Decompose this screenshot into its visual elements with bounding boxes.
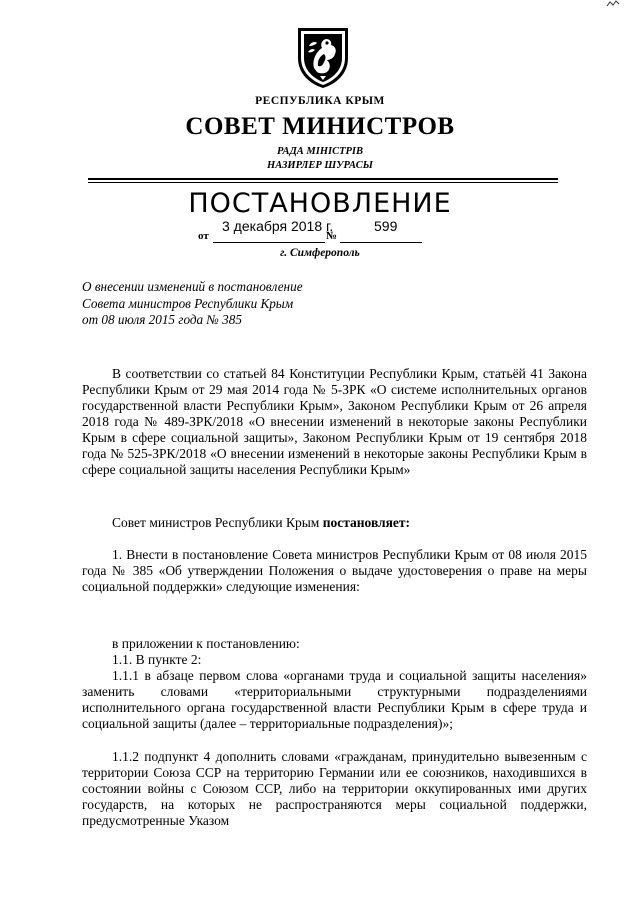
item-1-paragraph: 1. Внести в постановление Совета министров Республики Крым от 08 июля 2015 года № 385 «Об утверждении Положения о выдаче удостоверения о праве на меры социальной поддержки» следующие изменения: xyxy=(82,547,587,594)
council-of-ministers-heading: СОВЕТ МИНИСТРОВ xyxy=(185,113,455,140)
city-name: г. Симферополь xyxy=(280,247,360,259)
preamble-paragraph: В соответствии со статьей 84 Конституции Республики Крым, статьёй 41 Закона Республики Крым от 29 мая 2014 года № 5-ЗРК «О системе исполнительных органов государственной власти Республики Крым», Законом Республики Крым от 26 апреля 2018 года № 489-ЗРК/2018 «О внесении изменений в некоторые законы Республики Крым в сфере социальной защиты», Законом Республики Крым от 19 сентября 2018 года № 525-ЗРК/2018 «О внесении изменений в некоторые законы Республики Крым в сфере социальной защиты населения Республики Крым» xyxy=(82,366,587,477)
subject-line: от 08 июля 2015 года № 385 xyxy=(82,312,242,327)
resolution-keyword: постановляет: xyxy=(322,515,411,530)
decree-number-value: 599 xyxy=(374,218,398,234)
crimea-coat-of-arms-icon xyxy=(290,24,356,90)
item-1-1-1-paragraph: 1.1.1 в абзаце первом слова «органами труда и социальной защиты населения» заменить словами «территориальными структурными подразделениями исполнительного органа государственной власти Республики Крым в сфере труда и социальной защиты (далее – территориальные подразделения)»; xyxy=(82,668,587,731)
decree-title: ПОСТАНОВЛЕНИЕ xyxy=(188,188,452,219)
subject-line: О внесении изменений в постановление xyxy=(82,279,303,294)
ukrainian-name: РАДА МІНІСТРІВ xyxy=(276,146,364,157)
decree-date-value: 3 декабря 2018 г. xyxy=(222,218,334,234)
decree-subject xyxy=(82,279,303,329)
resolution-text: Совет министров Республики Крым xyxy=(112,515,323,530)
crimean-tatar-name: НАЗИРЛЕР ШУРАСЫ xyxy=(267,160,373,171)
scan-corner-mark xyxy=(606,0,620,8)
date-label: от xyxy=(198,230,209,242)
item-1-1-paragraph: 1.1. В пункте 2: xyxy=(112,652,202,667)
appendix-paragraph: в приложении к постановлению: xyxy=(112,636,300,651)
resolution-paragraph xyxy=(82,515,587,531)
republic-name: РЕСПУБЛИКА КРЫМ xyxy=(255,95,385,107)
date-underline xyxy=(213,242,325,243)
header-divider-thick xyxy=(88,178,558,180)
number-underline xyxy=(340,242,422,243)
number-label: № xyxy=(326,230,338,242)
header-divider-thin xyxy=(88,182,558,183)
item-1-1-2-paragraph: 1.1.2 подпункт 4 дополнить словами «гражданам, принудительно вывезенным с территории Союза ССР на территорию Германии или ее союзников, находившихся в состоянии войны с Союзом ССР, либо на территории оккупированных ими других государств, на которых не распространяются меры социальной поддержки, предусмотренные Указом xyxy=(82,749,587,828)
subject-line: Совета министров Республики Крым xyxy=(82,295,294,311)
